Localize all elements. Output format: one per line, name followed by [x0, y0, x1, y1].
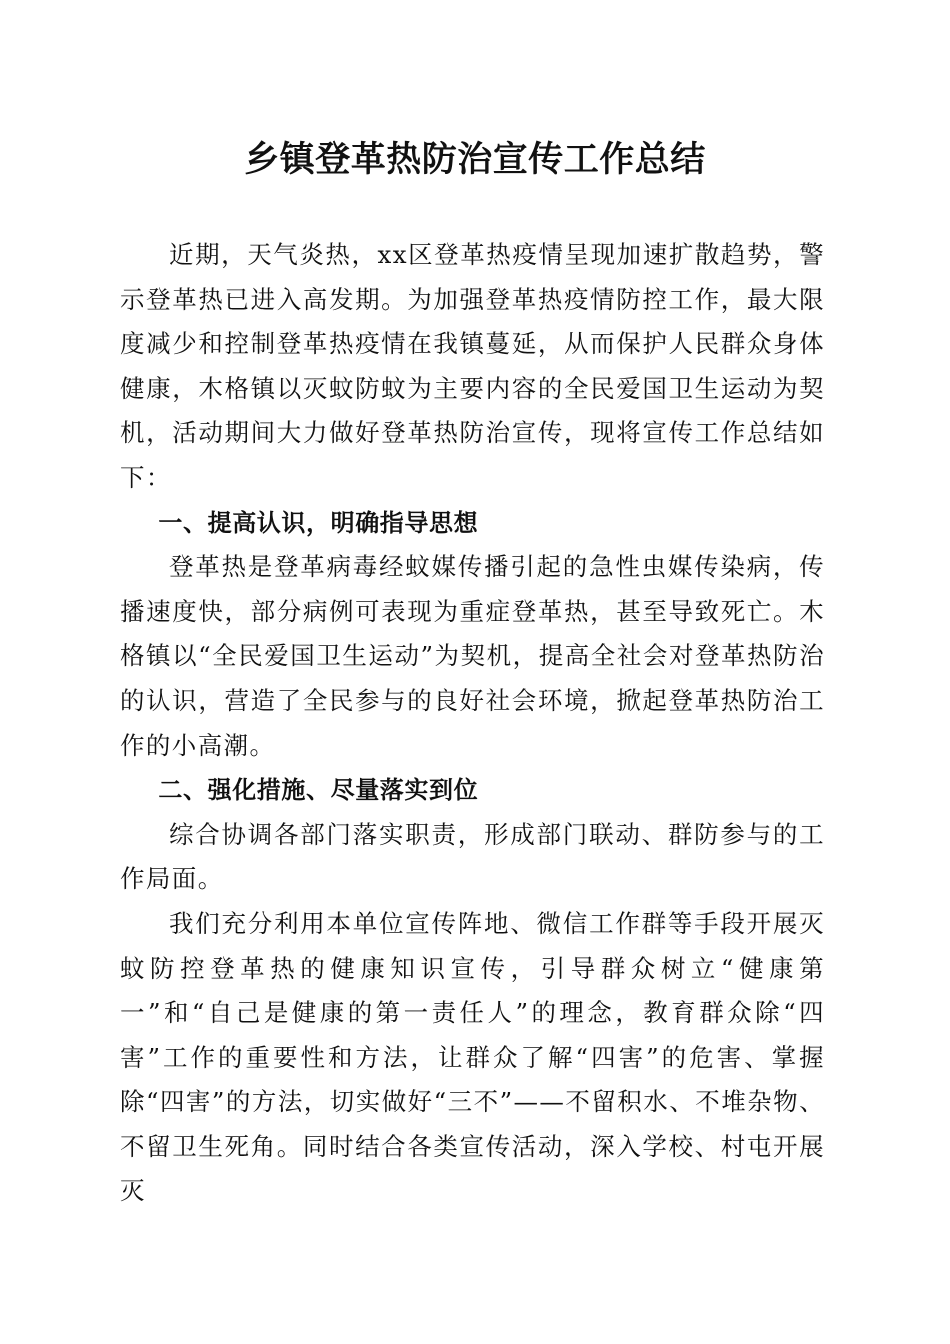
section-2-heading: 二、强化措施、尽量落实到位	[158, 776, 479, 805]
section-2-paragraph-1: 综合协调各部门落实职责，形成部门联动、群防参与的工作局面。	[120, 819, 825, 894]
section-2-paragraph-2: 我们充分利用本单位宣传阵地、微信工作群等手段开展灭蚊防控登革热的健康知识宣传，引导群众树立“健康第一”和“自己是健康的第一责任人”的理念，教育群众除“四害”工作的重要性和方法，让群众了解“四害”的危害、掌握除“四害”的方法，切实做好“三不”——不留积水、不堆杂物、不留卫生死角。同时结合各类宣传活动，深入学校、村屯开展灭	[120, 908, 825, 1206]
section-1-paragraph: 登革热是登革病毒经蚊媒传播引起的急性虫媒传染病，传播速度快，部分病例可表现为重症登革热，甚至导致死亡。木格镇以“全民爱国卫生运动”为契机，提高全社会对登革热防治的认识，营造了全民参与的良好社会环境，掀起登革热防治工作的小高潮。	[120, 552, 825, 760]
document-title: 乡镇登革热防治宣传工作总结	[244, 140, 706, 180]
intro-paragraph: 近期，天气炎热，xx区登革热疫情呈现加速扩散趋势，警示登革热已进入高发期。为加强登革热疫情防控工作，最大限度减少和控制登革热疫情在我镇蔓延，从而保护人民群众身体健康，木格镇以灭蚊防蚊为主要内容的全民爱国卫生运动为契机，活动期间大力做好登革热防治宣传，现将宣传工作总结如下：	[120, 240, 825, 492]
section-1-heading: 一、提高认识，明确指导思想	[158, 508, 479, 537]
document-body	[120, 233, 825, 1214]
